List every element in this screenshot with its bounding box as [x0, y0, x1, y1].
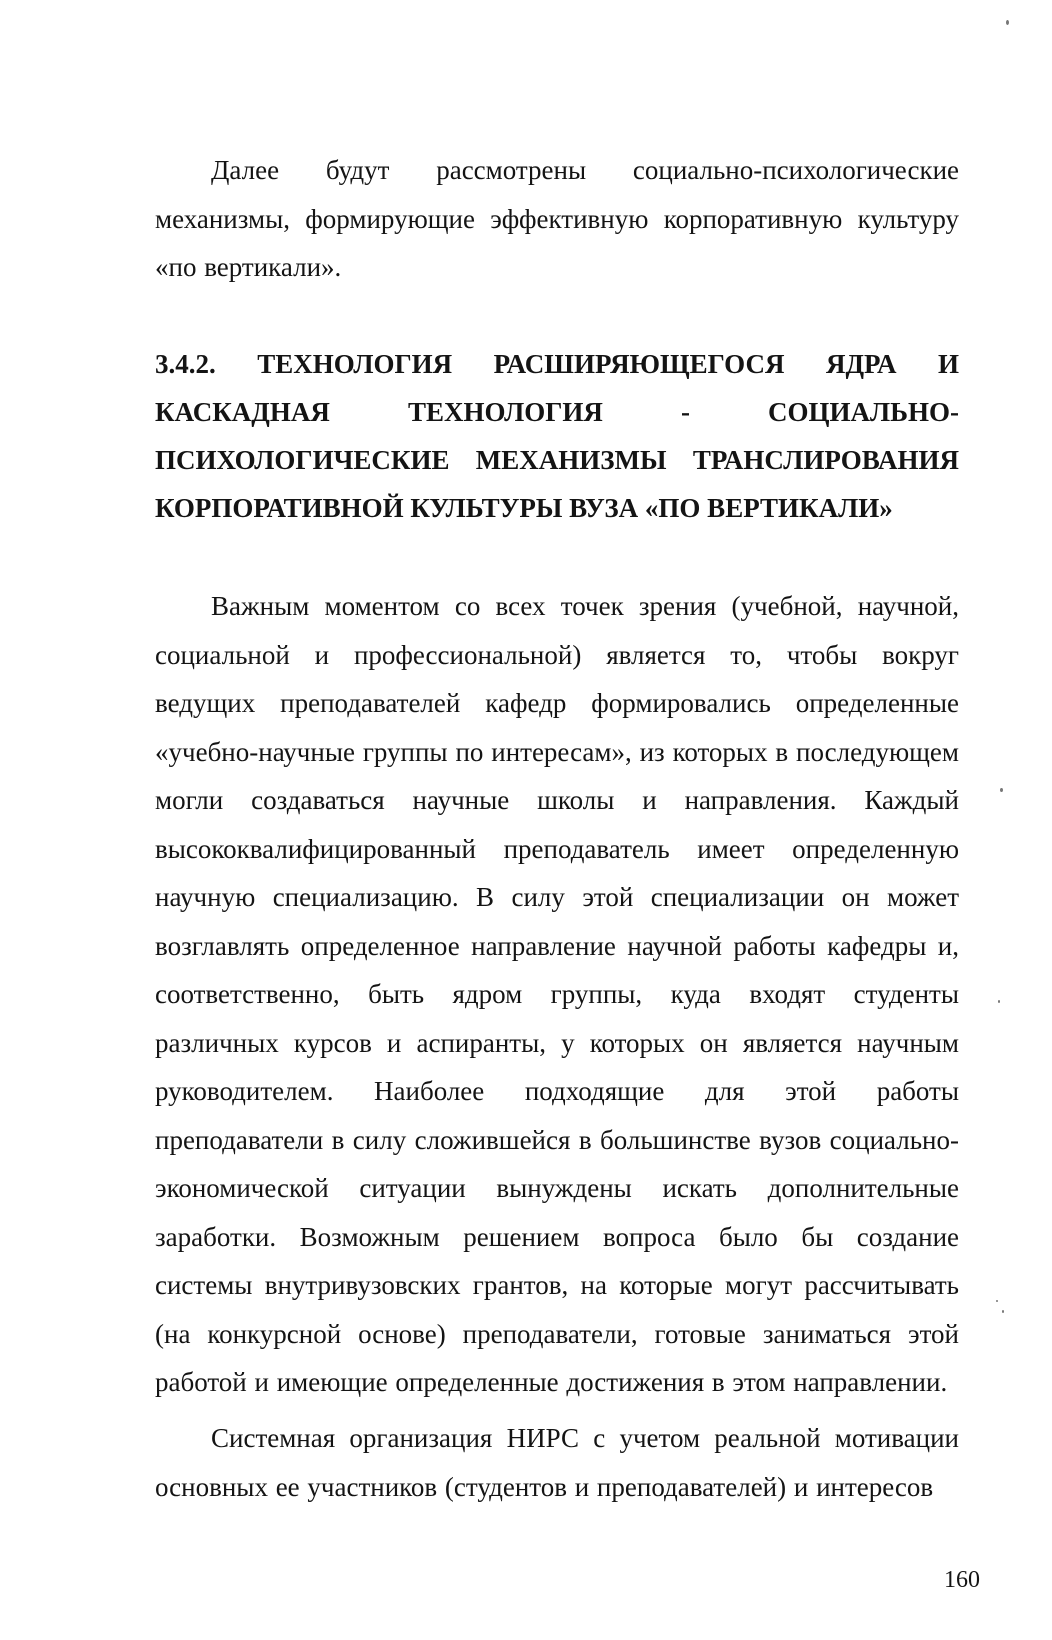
- page-number: 160: [944, 1567, 980, 1593]
- body-paragraph-block-1: [155, 582, 959, 1407]
- section-heading: 3.4.2. ТЕХНОЛОГИЯ РАСШИРЯЮЩЕГОСЯ ЯДРА И КАСКАДНАЯ ТЕХНОЛОГИЯ - СОЦИАЛЬНО-ПСИХОЛОГИЧЕСКИЕ МЕХАНИЗМЫ ТРАНСЛИРОВАНИЯ КОРПОРАТИВНОЙ КУЛЬТУРЫ ВУЗА «ПО ВЕРТИКАЛИ»: [155, 349, 959, 523]
- scan-speck: [1006, 20, 1009, 25]
- body-paragraph-2: Системная организация НИРС с учетом реальной мотивации основных ее участников (студентов и преподавателей) и интересов: [155, 1423, 959, 1502]
- scan-speck: [996, 1300, 998, 1302]
- intro-paragraph-block: [155, 146, 959, 292]
- body-paragraph-1: Важным моментом со всех точек зрения (учебной, научной, социальной и профессиональной) является то, чтобы вокруг ведущих преподавателей кафедр формировались определенные «учебно-научные группы по интересам», из которых в последующем могли создаваться научные школы и направления. Каждый высококвалифицированный преподаватель имеет определенную научную специализацию. В силу этой специализации он может возглавлять определенное направление научной работы кафедры и, соответственно, быть ядром группы, куда входят студенты различных курсов и аспиранты, у которых он является научным руководителем. Наиболее подходящие для этой работы преподаватели в силу сложившейся в большинстве вузов социально-экономической ситуации вынуждены искать дополнительные заработки. Возможным решением вопроса было бы создание системы внутривузовских грантов, на которые могут рассчитывать (на конкурсной основе) преподаватели, готовые заниматься этой работой и имеющие определенные достижения в этом направлении.: [155, 591, 959, 1397]
- body-paragraph-block-2: [155, 1414, 959, 1511]
- scan-speck: [998, 1000, 1000, 1003]
- scan-speck: [1000, 788, 1003, 792]
- intro-paragraph: Далее будут рассмотрены социально-психологические механизмы, формирующие эффективную корпоративную культуру «по вертикали».: [155, 155, 959, 282]
- scan-speck: [1002, 1310, 1004, 1313]
